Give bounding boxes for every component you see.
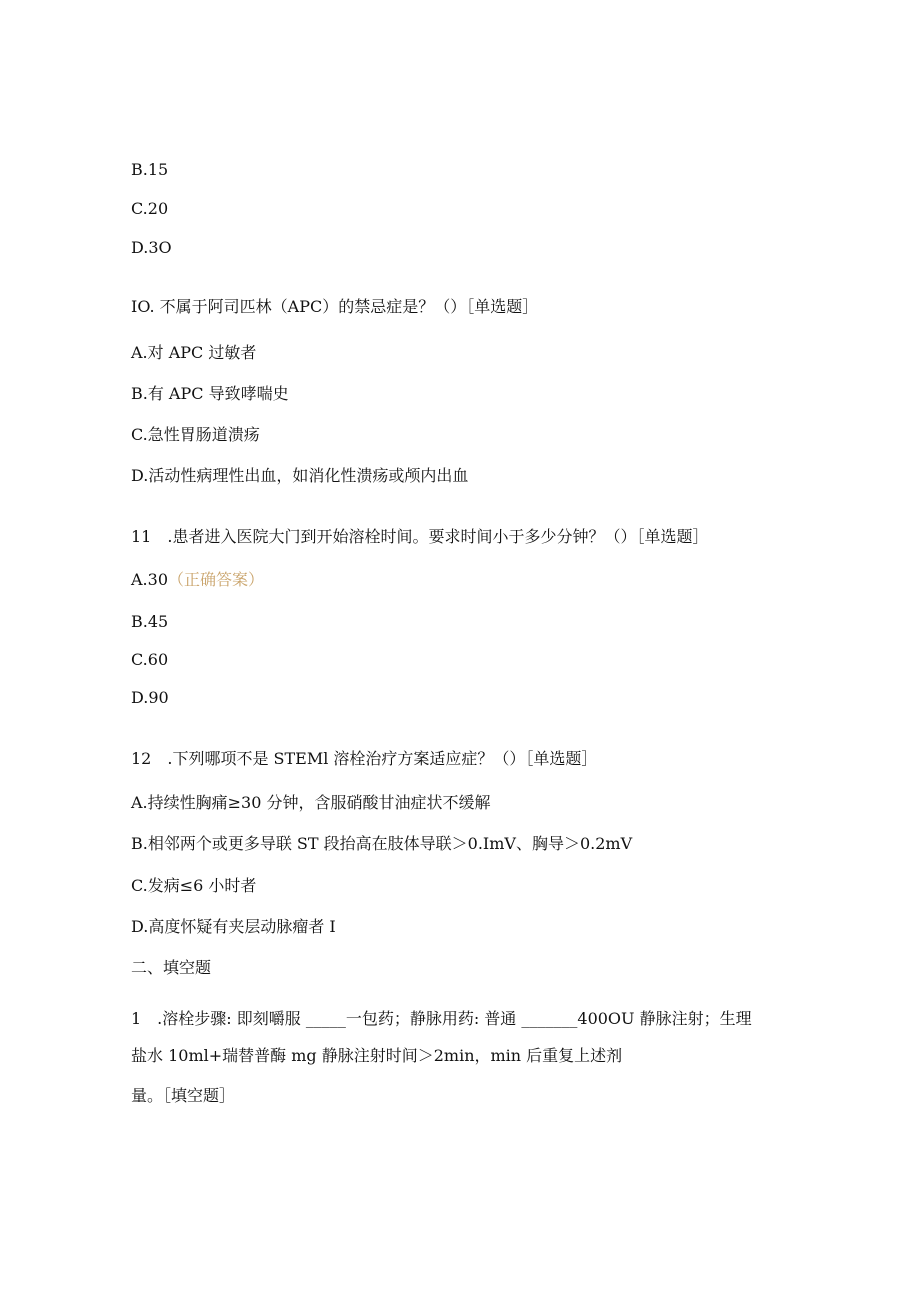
fill-q1-line-3: 量。［填空题］ [131,1086,236,1105]
q12-option-a: A.持续性胸痛≥30 分钟，含服硝酸甘油症状不缓解 [131,793,491,812]
q10-option-a: A.对 APC 过敏者 [131,343,257,362]
q10-question: IO. 不属于阿司匹林（APC）的禁忌症是？（）［单选题］ [131,297,539,316]
q12-option-d: D.高度怀疑有夹层动脉瘤者 I [131,917,336,936]
q11-option-a-text: A.30 [131,570,168,589]
q12-question: 12 .下列哪项不是 STEMl 溶栓治疗方案适应症？（）［单选题］ [131,749,598,768]
q11-option-c: C.60 [131,650,169,669]
fill-q1-line-2: 盐水 10ml+瑞替普酶 mg 静脉注射时间＞2min，min 后重复上述剂 [131,1046,623,1065]
section-heading-fill-in: 二、填空题 [131,958,212,977]
q11-option-d: D.90 [131,688,169,707]
q11-option-a [131,570,264,590]
q9-option-d: D.3O [131,238,172,257]
q11-option-b: B.45 [131,612,169,631]
q12-option-c: C.发病≤6 小时者 [131,876,257,895]
q9-option-b: B.15 [131,160,169,179]
fill-q1-line-1: 1 .溶栓步骤: 即刻嚼服 _____一包药；静脉用药: 普通 _______400OU 静脉注射；生理 [131,1009,752,1028]
q11-question: 11 .患者进入医院大门到开始溶栓时间。要求时间小于多少分钟？（）［单选题］ [131,527,709,546]
q10-option-b: B.有 APC 导致哮喘史 [131,384,289,403]
q9-option-c: C.20 [131,199,169,218]
q10-option-c: C.急性胃肠道溃疡 [131,425,260,444]
correct-answer-tag: （正确答案） [168,570,265,589]
q10-option-d: D.活动性病理性出血，如消化性溃疡或颅内出血 [131,466,469,485]
q12-option-b: B.相邻两个或更多导联 ST 段抬高在肢体导联＞0.ImV、胸导＞0.2mV [131,834,633,853]
